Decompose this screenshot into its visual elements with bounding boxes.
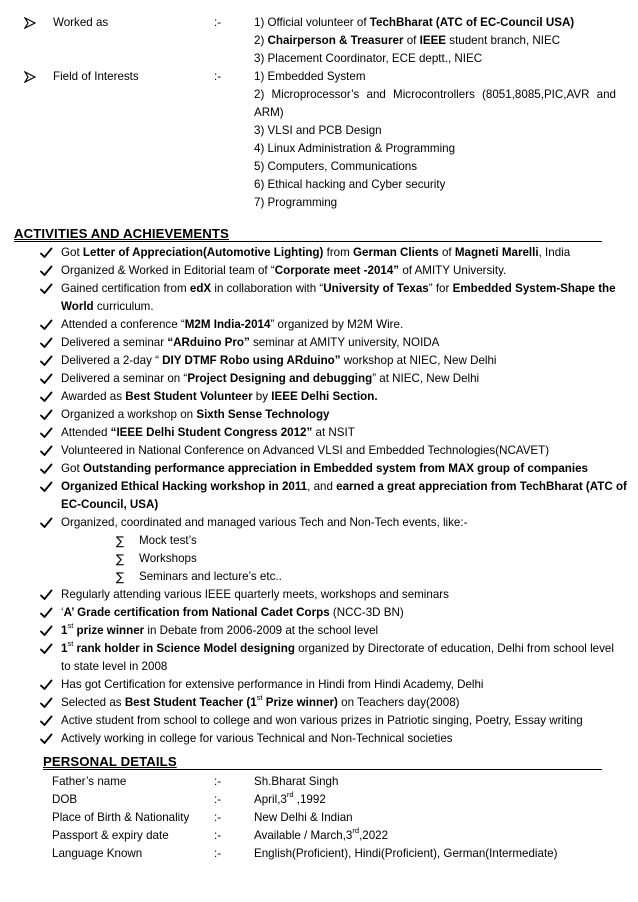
interests-label: Field of Interests [53, 70, 139, 83]
checkmark-icon [39, 282, 53, 296]
interest-line: 3) VLSI and PCB Design [254, 124, 382, 137]
section-divider [14, 241, 602, 242]
separator: :- [214, 829, 222, 842]
separator: :- [214, 775, 222, 788]
separator: :- [214, 16, 222, 29]
activity-subitem: Workshops [139, 552, 197, 565]
checkmark-icon [39, 336, 53, 350]
checkmark-icon [39, 732, 53, 746]
checkmark-icon [39, 444, 53, 458]
interest-line: 5) Computers, Communications [254, 160, 418, 173]
activity-line: Volunteered in National Conference on Advanced VLSI and Embedded Technologies(NCAVET) [61, 444, 550, 457]
interest-line: 1) Embedded System [254, 70, 366, 83]
activity-subitem: Seminars and lecture’s etc.. [139, 570, 282, 583]
separator: :- [214, 847, 222, 860]
worked-as-line: 3) Placement Coordinator, ECE deptt., NIEC [254, 52, 483, 65]
personal-value: April,3rd ,1992 [254, 790, 326, 806]
section-divider [43, 769, 602, 770]
personal-value: Available / March,3rd,2022 [254, 826, 389, 842]
checkmark-icon [39, 390, 53, 404]
activity-line: Delivered a seminar on “Project Designing and debugging” at NIEC, New Delhi [61, 372, 480, 385]
activity-line: Organized, coordinated and managed various Tech and Non-Tech events, like:- [61, 516, 468, 529]
checkmark-icon [39, 246, 53, 260]
activity-line: Got Outstanding performance appreciation in Embedded system from MAX group of companies [61, 462, 588, 475]
checkmark-icon [39, 696, 53, 710]
separator: :- [214, 70, 222, 83]
checkmark-icon [39, 714, 53, 728]
activity-line: 1st prize winner in Debate from 2006-2009 at the school level [61, 621, 379, 637]
checkmark-icon [39, 588, 53, 602]
separator: :- [214, 793, 222, 806]
activity-line: Active student from school to college and won various prizes in Patriotic singing, Poetry, Essay writing [61, 714, 583, 727]
sub-bullet-icon: ∑ [116, 534, 125, 548]
checkmark-icon [39, 516, 53, 530]
personal-label: DOB [52, 793, 78, 806]
activity-line: Got Letter of Appreciation(Automotive Lighting) from German Clients of Magneti Marelli, India [61, 246, 571, 259]
interest-line: 6) Ethical hacking and Cyber security [254, 178, 446, 191]
activity-line: Organized a workshop on Sixth Sense Technology [61, 408, 330, 421]
activity-line: 1st rank holder in Science Model designing organized by Directorate of education, Delhi from school level [61, 639, 614, 655]
section-heading-personal: PERSONAL DETAILS [43, 754, 177, 769]
checkmark-icon [39, 372, 53, 386]
activity-subitem: Mock test’s [139, 534, 197, 547]
checkmark-icon [39, 642, 53, 656]
checkmark-icon [39, 264, 53, 278]
worked-as-line: 1) Official volunteer of TechBharat (ATC of EC-Council USA) [254, 16, 575, 29]
interest-line: 4) Linux Administration & Programming [254, 142, 456, 155]
activity-line: Organized & Worked in Editorial team of “Corporate meet -2014” of AMITY University. [61, 264, 507, 277]
activity-line: Delivered a 2-day “ DIY DTMF Robo using ARduino” workshop at NIEC, New Delhi [61, 354, 497, 367]
activity-line: Attended “IEEE Delhi Student Congress 2012” at NSIT [61, 426, 355, 439]
activity-line: World curriculum. [61, 300, 154, 313]
checkmark-icon [39, 462, 53, 476]
interest-line: 7) Programming [254, 196, 338, 209]
personal-value: New Delhi & Indian [254, 811, 353, 824]
personal-label: Father’s name [52, 775, 127, 788]
interest-line: ARM) [254, 106, 284, 119]
personal-label: Language Known [52, 847, 143, 860]
checkmark-icon [39, 426, 53, 440]
activity-line: Selected as Best Student Teacher (1st Prize winner) on Teachers day(2008) [61, 693, 460, 709]
checkmark-icon [39, 480, 53, 494]
sub-bullet-icon: ∑ [116, 552, 125, 566]
checkmark-icon [39, 408, 53, 422]
activity-line: EC-Council, USA) [61, 498, 159, 511]
checkmark-icon [39, 678, 53, 692]
activity-line: to state level in 2008 [61, 660, 168, 673]
checkmark-icon [39, 318, 53, 332]
personal-label: Passport & expiry date [52, 829, 169, 842]
activity-line: Has got Certification for extensive performance in Hindi from Hindi Academy, Delhi [61, 678, 484, 691]
activity-line: Delivered a seminar “ARduino Pro” seminar at AMITY university, NOIDA [61, 336, 440, 349]
personal-value: Sh.Bharat Singh [254, 775, 339, 788]
activity-line: Attended a conference “M2M India-2014” organized by M2M Wire. [61, 318, 404, 331]
activity-line: Awarded as Best Student Volunteer by IEEE Delhi Section. [61, 390, 378, 403]
activity-line: ‘A’ Grade certification from National Cadet Corps (NCC-3D BN) [61, 606, 404, 619]
personal-value: English(Proficient), Hindi(Proficient), German(Intermediate) [254, 847, 558, 860]
checkmark-icon [39, 624, 53, 638]
checkmark-icon [39, 606, 53, 620]
section-heading-activities: ACTIVITIES AND ACHIEVEMENTS [14, 226, 229, 241]
worked-as-line: 2) Chairperson & Treasurer of IEEE student branch, NIEC [254, 34, 561, 47]
arrow-bullet-icon [24, 17, 36, 29]
worked-as-label: Worked as [53, 16, 109, 29]
activity-line: Actively working in college for various Technical and Non-Technical societies [61, 732, 453, 745]
interest-line: 2) Microprocessor’s and Microcontrollers (8051,8085,PIC,AVR and [254, 88, 616, 101]
sub-bullet-icon: ∑ [116, 570, 125, 584]
arrow-bullet-icon [24, 71, 36, 83]
checkmark-icon [39, 354, 53, 368]
activity-line: Organized Ethical Hacking workshop in 2011, and earned a great appreciation from TechBharat (ATC of [61, 480, 627, 493]
activity-line: Gained certification from edX in collaboration with “University of Texas” for Embedded System-Shape the [61, 282, 616, 295]
separator: :- [214, 811, 222, 824]
activity-line: Regularly attending various IEEE quarterly meets, workshops and seminars [61, 588, 449, 601]
personal-label: Place of Birth & Nationality [52, 811, 190, 824]
